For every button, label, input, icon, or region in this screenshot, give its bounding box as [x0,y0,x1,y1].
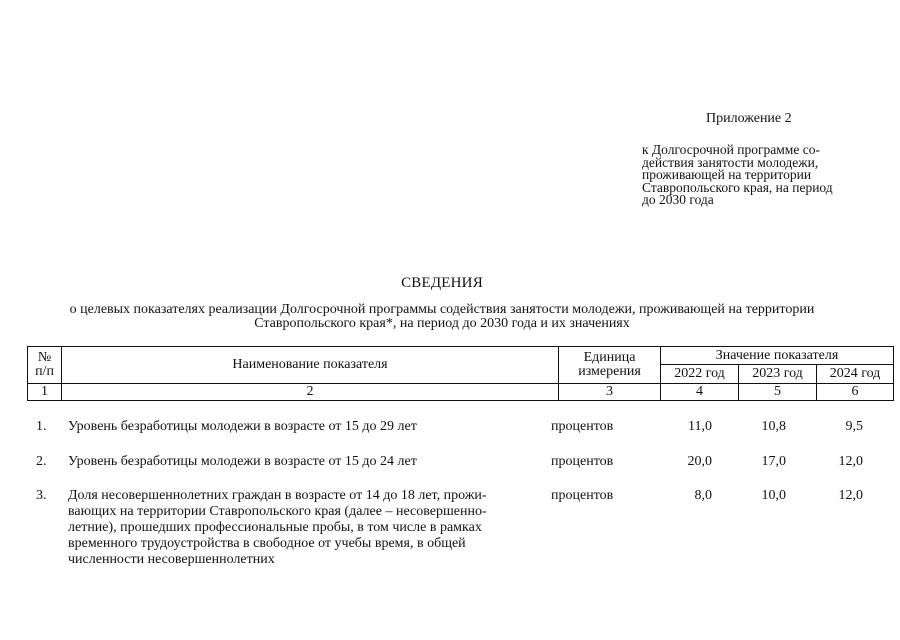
indicator-name-line: Доля несовершеннолетних граждан в возрасте от 14 до 18 лет, прожи- [68,488,487,503]
row-number: 2. [36,454,47,469]
header-number-cell [28,347,62,384]
column-number-5: 5 [739,384,817,401]
column-number-6: 6 [817,384,894,401]
appendix-title: Приложение 2 [706,111,792,126]
header-unit-line1: Единица [583,350,636,365]
header-unit-cell [559,347,661,384]
header-year-2024: 2024 год [817,365,894,384]
indicator-name-line: численности несовершеннолетних [68,552,275,567]
document-title: СВЕДЕНИЯ [401,275,483,291]
value-2022: 8,0 [694,488,712,503]
header-value-group-cell: Значение показателя [661,347,894,365]
indicators-table-header [27,346,894,401]
value-2024: 9,5 [845,419,863,434]
indicator-name-line: Уровень безработицы молодежи в возрасте от 15 до 24 лет [68,454,417,469]
indicator-name-line: Уровень безработицы молодежи в возрасте от 15 до 29 лет [68,419,417,434]
indicator-name-line: временного трудоустройства в свободное от учебы время, в общей [68,536,466,551]
row-number: 1. [36,419,47,434]
header-unit-line2: измерения [578,364,641,379]
indicator-unit: процентов [551,419,614,434]
document-subtitle-line: Ставропольского края*, на период до 2030 года и их значениях [254,316,630,331]
value-2022: 20,0 [687,454,712,469]
header-year-2023: 2023 год [739,365,817,384]
appendix-note-line: к Долгосрочной программе со- [642,142,820,157]
header-number-line2: п/п [35,364,54,379]
value-2024: 12,0 [838,454,863,469]
indicator-name-line: летние), прошедших профессиональные пробы, в том числе в рамках [68,520,482,535]
column-number-4: 4 [661,384,739,401]
document-subtitle-line: о целевых показателях реализации Долгосрочной программы содействия занятости молодежи, проживающей на территории [69,302,815,317]
value-2023: 10,8 [761,419,786,434]
value-2023: 17,0 [761,454,786,469]
column-number-3: 3 [559,384,661,401]
header-number-line1: № [37,350,52,365]
column-number-1: 1 [28,384,62,401]
appendix-note-line: проживающей на территории [642,167,812,182]
indicator-name-line: вающих на территории Ставропольского края (далее – несовершенно- [68,504,487,519]
value-2022: 11,0 [688,419,712,434]
header-year-2022: 2022 год [661,365,739,384]
appendix-note-line: действия занятости молодежи, [642,154,819,170]
indicator-unit: процентов [551,488,614,503]
appendix-note-line: до 2030 года [642,192,714,207]
value-2024: 12,0 [838,488,863,503]
appendix-note [642,144,862,207]
document-subtitle [30,303,854,331]
indicator-name [68,454,528,470]
column-number-2: 2 [62,384,559,401]
indicator-name [68,419,528,435]
indicator-name [68,488,528,568]
appendix-note-line: Ставропольского края, на период [642,179,833,195]
value-2023: 10,0 [761,488,786,503]
indicator-unit: процентов [551,454,614,469]
header-name-cell: Наименование показателя [62,347,559,384]
row-number: 3. [36,488,47,503]
